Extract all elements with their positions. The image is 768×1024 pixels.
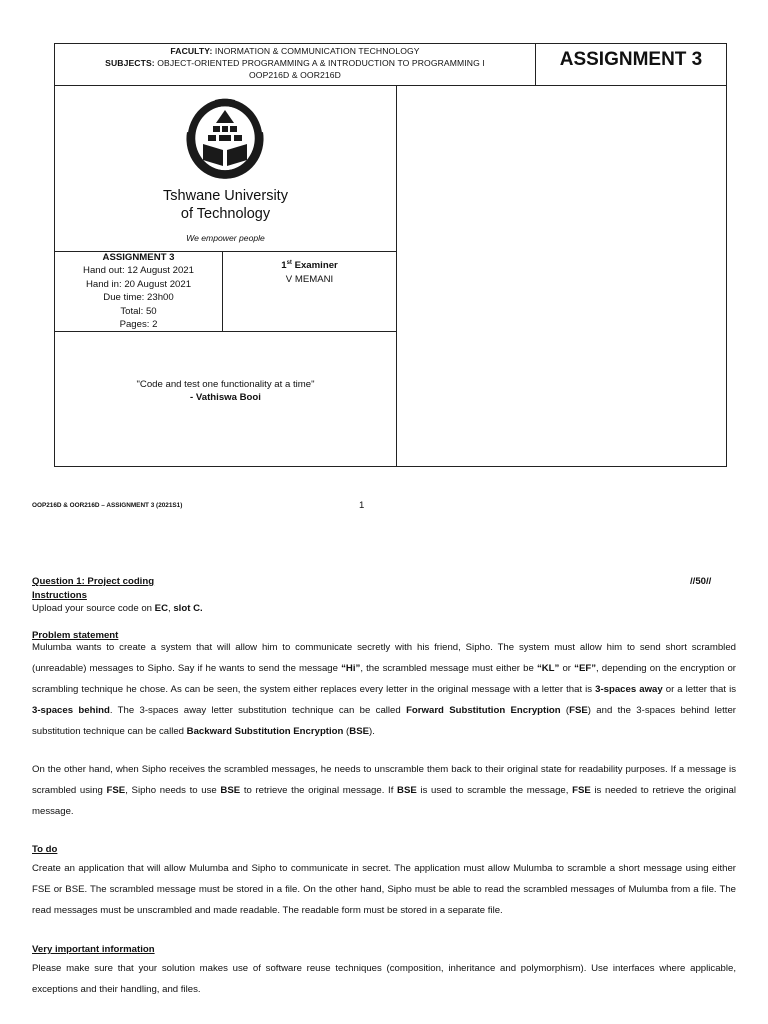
quote-text: "Code and test one functionality at a time" — [136, 379, 315, 390]
quote — [54, 378, 397, 405]
p1-h: ) and the 3-spaces behind letter substitution technique can be called — [32, 705, 736, 737]
p1-b: , the scrambled message must either be — [360, 663, 537, 674]
p1-fse: Forward Substitution Encryption — [406, 705, 561, 716]
p1-fse-abbr: FSE — [569, 705, 588, 716]
p1-ef: “EF” — [574, 663, 596, 674]
university-name-line2: of Technology — [180, 206, 271, 222]
assignment-info — [54, 251, 223, 331]
faculty-label: FACULTY: — [170, 46, 213, 56]
p1-c: or — [559, 663, 575, 674]
hand-in: Hand in: 20 August 2021 — [85, 278, 192, 290]
examiner-info — [222, 257, 397, 286]
examiner-number: 1 — [281, 260, 287, 272]
examiner-suffix: st — [286, 260, 292, 266]
p1-j: ). — [369, 726, 375, 737]
p1-bse-abbr: BSE — [349, 726, 369, 737]
examiner-name: V MEMANI — [285, 273, 334, 285]
todo-paragraph: Create an application that will allow Mulumba and Sipho to communicate in secret. The application must allow Mulumba to scramble a short message using either FSE or BSE. The scrambled message must be stored in a file. On the other hand, Sipho must be able to read the scrambled messages of Mulumba from a file. The read messages must be unscrambled and made readable. The readable form must be stored in a separate file. — [32, 863, 736, 916]
page-number: 1 — [359, 500, 365, 511]
p1-bse: Backward Substitution Encryption — [186, 726, 344, 737]
important-heading: Very important information — [32, 944, 155, 955]
problem-paragraph-1 — [32, 637, 736, 742]
university-name-line1: Tshwane University — [163, 188, 288, 204]
instructions-text — [32, 602, 203, 615]
faculty-value: INORMATION & COMMUNICATION TECHNOLOGY — [212, 46, 420, 56]
tagline: We empower people — [186, 233, 265, 243]
university-logo — [54, 92, 397, 248]
p1-d: , depending on the encryption or scrambling technique he chose. As can be seen, the system either replaces every letter in the original message with a letter that is — [32, 663, 736, 695]
subjects-value: OBJECT-ORIENTED PROGRAMMING A & INTRODUCTION TO PROGRAMMING I — [154, 58, 485, 68]
p1-f: . The 3-spaces away letter substitution technique can be called — [109, 705, 407, 716]
p2-bse: BSE — [220, 785, 241, 796]
assignment-title: ASSIGNMENT 3 — [559, 49, 703, 70]
footer-course: OOP216D & OOR216D – ASSIGNMENT 3 (2021S1) — [32, 502, 183, 509]
p2-fse: FSE — [106, 785, 126, 796]
info-title: ASSIGNMENT 3 — [102, 252, 175, 263]
examiner-label: Examiner — [291, 260, 338, 272]
instr-mid: , — [168, 603, 174, 614]
instructions-heading: Instructions — [32, 590, 87, 601]
p2-fse2: FSE — [572, 785, 591, 796]
p2-b: , Sipho needs to use — [125, 785, 221, 796]
p1-kl: “KL” — [536, 663, 560, 674]
p2-bse2: BSE — [397, 785, 417, 796]
faculty-line — [54, 46, 536, 57]
p1-a: Mulumba wants to create a system that will allow him to communicate secretly with his friend, Sipho. The system must allow him to send short scrambled (unreadable) messages to Sipho. Say if he wants to send the message — [32, 642, 736, 674]
right-panel — [396, 85, 727, 467]
course-codes: OOP216D & OOR216D — [249, 70, 341, 80]
instr-ec: EC — [154, 603, 168, 614]
p1-away: 3-spaces away — [595, 684, 663, 695]
hand-out: Hand out: 12 August 2021 — [83, 265, 194, 277]
subjects-line — [54, 58, 536, 69]
question-marks: //50// — [690, 576, 712, 587]
p2-e: is needed to retrieve the original message. — [32, 785, 736, 817]
total-marks: Total: 50 — [120, 305, 157, 317]
important-paragraph: Please make sure that your solution makes use of software reuse techniques (composition, inheritance and polymorphism). Use interfaces where applicable, exceptions and their handling, and files. — [32, 963, 736, 995]
question-title: Question 1: Project coding — [32, 576, 155, 587]
tut-emblem-icon — [54, 92, 397, 186]
subjects-label: SUBJECTS: — [105, 58, 155, 68]
instr-pre: Upload your source code on — [32, 603, 155, 614]
p1-i: ( — [343, 726, 350, 737]
p1-e: or a letter that is — [662, 684, 737, 695]
p1-g: ( — [560, 705, 570, 716]
problem-heading: Problem statement — [32, 630, 119, 641]
problem-paragraph-2 — [32, 759, 736, 822]
p1-behind: 3-spaces behind — [32, 705, 110, 716]
page-count: Pages: 2 — [119, 319, 158, 331]
instr-slot: slot C. — [173, 603, 203, 614]
p2-c: to retrieve the original message. If — [240, 785, 398, 796]
p2-d: is used to scramble the message, — [416, 785, 573, 796]
quote-author: - Vathiswa Booi — [190, 392, 261, 404]
p1-hi: “Hi” — [341, 663, 361, 674]
p2-a: On the other hand, when Sipho receives the scrambled messages, he needs to unscramble them back to their original state for readability purposes. If a message is scrambled using — [32, 764, 736, 796]
due-time: Due time: 23h00 — [103, 292, 174, 304]
todo-heading: To do — [32, 844, 58, 855]
examiner-heading — [222, 257, 397, 273]
